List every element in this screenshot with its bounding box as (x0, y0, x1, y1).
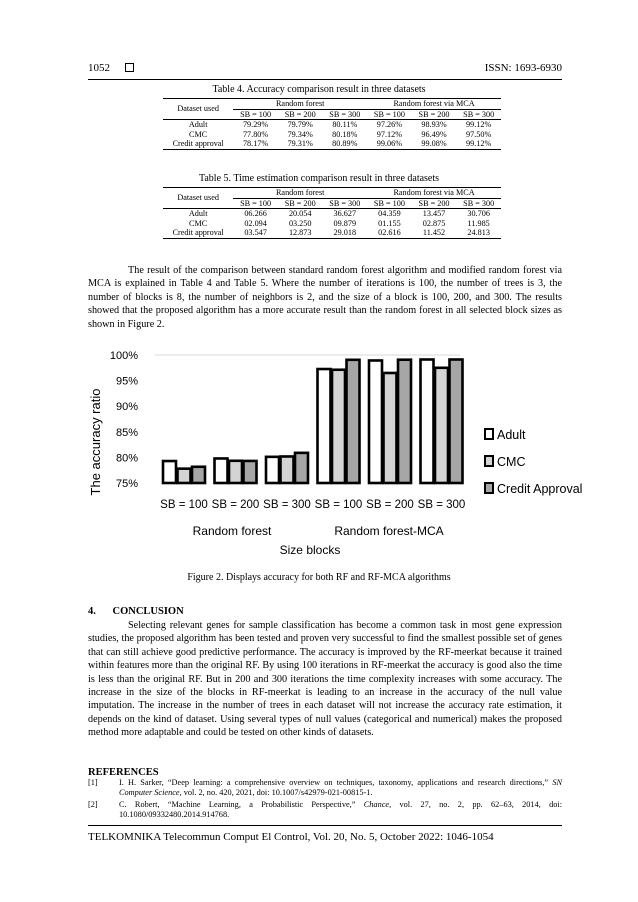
table-cell: 30.706 (467, 209, 490, 218)
table-row (163, 209, 501, 219)
reference-journal: Chance (363, 800, 390, 809)
bar-cmc (178, 469, 191, 483)
reference-text: , vol. 2, no. 420, 2021, doi: 10.1007/s42979-021-00815-1. (179, 788, 373, 798)
table-cell: Adult (188, 120, 208, 129)
group-label-rf: Random forest (192, 524, 272, 538)
table-cell: 96.49% (421, 129, 447, 139)
bar-credit-approval (192, 467, 205, 483)
table4-group-rf: Random forest (233, 99, 367, 110)
reference-journal: SN Computer Science (119, 778, 562, 798)
table-cell: 98.93% (421, 120, 447, 129)
x-tick-label: SB = 100 (160, 499, 208, 511)
table5-subheader: SB = 100 (367, 198, 412, 209)
legend-swatch (485, 429, 493, 439)
bar-adult (318, 369, 331, 483)
legend-swatch (485, 483, 493, 493)
table-cell: CMC (189, 218, 208, 228)
table5-row-header: Dataset used (163, 188, 233, 209)
table-cell: 80.89% (323, 139, 368, 149)
table-cell: Adult (188, 209, 208, 218)
table-cell: Credit approval (163, 228, 233, 238)
legend-label: Adult (497, 428, 526, 442)
y-tick-label: 100% (109, 350, 138, 362)
table-cell: 79.31% (278, 139, 323, 149)
bar-credit-approval (295, 453, 308, 483)
x-tick-label: SB = 100 (314, 499, 363, 511)
references-heading: REFERENCES (88, 767, 159, 778)
y-tick-label: 95% (115, 375, 138, 388)
section-number: 4. (88, 606, 96, 617)
legend-label: CMC (497, 455, 526, 469)
section-title: CONCLUSION (112, 606, 184, 617)
legend-swatch (485, 456, 493, 466)
x-axis-label: Size blocks (279, 543, 341, 557)
reference-text: , vol. 27, no. 2, pp. 62–63, 2014, doi: 10.1080/09332480.2014.914768. (119, 800, 563, 820)
table-row (163, 130, 501, 140)
bar-cmc (229, 461, 242, 483)
table5-subheader: SB = 300 (323, 198, 368, 209)
table-cell: 03.547 (233, 228, 278, 238)
table5-group-mca: Random forest via MCA (367, 188, 501, 199)
x-tick-label: SB = 200 (211, 499, 260, 511)
table4-subheader: SB = 200 (278, 109, 323, 120)
table5-caption: Table 5. Time estimation comparison result in three datasets (198, 173, 440, 184)
table4-subheader: SB = 200 (412, 109, 457, 120)
y-tick-label: 85% (115, 426, 138, 439)
table-cell: 12.873 (278, 228, 323, 238)
y-tick-label: 75% (115, 478, 138, 490)
table-cell: 11.452 (412, 228, 457, 238)
table-cell: 79.29% (242, 120, 269, 129)
table-cell: 06.266 (244, 209, 267, 218)
reference-item (88, 778, 562, 799)
table-cell: 77.80% (242, 129, 269, 139)
table5-subheader: SB = 300 (456, 198, 501, 209)
page-number: 1052 (88, 62, 110, 74)
bar-adult (266, 457, 279, 483)
y-axis-label: The accuracy ratio (88, 388, 103, 496)
table5-subheader: SB = 200 (278, 198, 323, 209)
bar-credit-approval (347, 360, 360, 483)
table4-group-mca: Random forest via MCA (367, 99, 501, 110)
reference-text: I. H. Sarker, “Deep learning: a comprehensive overview on techniques, taxonomy, applications and research directions,” (119, 778, 553, 787)
legend-label: Credit Approval (497, 482, 583, 496)
table-cell: 24.813 (456, 228, 501, 238)
table-cell: 02.094 (244, 218, 267, 228)
table-cell: 20.054 (288, 209, 312, 218)
table5 (163, 187, 501, 239)
table-row (163, 228, 501, 238)
table4 (163, 98, 501, 150)
table4-subheader: SB = 300 (456, 109, 501, 120)
table4-row-header: Dataset used (163, 99, 233, 120)
table-cell: 02.875 (422, 218, 446, 228)
footer: TELKOMNIKA Telecommun Comput El Control, Vol. 20, No. 5, October 2022: 1046-1054 (88, 831, 494, 843)
reference-item (88, 800, 562, 821)
x-tick-label: SB = 200 (366, 499, 414, 511)
table-cell: 13.457 (422, 209, 446, 218)
bar-adult (421, 360, 434, 483)
bar-adult (163, 461, 176, 483)
table-cell: CMC (189, 129, 208, 139)
table-cell: 03.250 (288, 218, 312, 228)
table-cell: 80.18% (332, 129, 358, 139)
table5-subheader: SB = 100 (233, 198, 278, 209)
square-icon (125, 63, 134, 72)
y-tick-label: 80% (115, 452, 138, 465)
table-row (163, 219, 501, 229)
table-cell: 99.12% (466, 120, 492, 129)
table4-subheader: SB = 300 (323, 109, 368, 120)
table-cell: 79.79% (287, 120, 313, 129)
table-cell: 97.12% (376, 129, 403, 139)
table-cell: Credit approval (163, 139, 233, 149)
bar-credit-approval (244, 461, 257, 483)
table-cell: 36.627 (333, 209, 357, 218)
bar-cmc (384, 373, 397, 483)
table-cell: 99.06% (367, 139, 412, 149)
accuracy-chart (80, 340, 583, 562)
y-tick-label: 90% (115, 401, 138, 414)
reference-number: [1] (88, 778, 98, 787)
bar-credit-approval (398, 360, 411, 483)
x-tick-label: SB = 300 (263, 499, 311, 511)
bar-credit-approval (450, 360, 463, 483)
issn: ISSN: 1693-6930 (484, 62, 562, 74)
bar-adult (215, 458, 228, 483)
reference-text: C. Robert, “Machine Learning, a Probabilistic Perspective,” (119, 800, 364, 809)
table-cell: 79.34% (287, 129, 313, 139)
conclusion-paragraph: Selecting relevant genes for sample classification has become a common task in most gene expression studies, the proposed algorithm has been tested and proven very successful to find the smallest possible set of genes that can still achieve good predictive performance. The accuracy is improved by the RF-meerkat because it trained within features more than the original RF. By using 100 iterations in RF-meerkat the accuracy is good also the time is less than the original RF. But in 200 and 300 iterations the time complexity increases with some accuracy. The increase in the size of the blocks in RF-meerkat is leading to an increase in the accuracy of the null value imputation. The increase in the number of trees in each dataset will not increase the accuracy rate estimation, it depends on the kind of dataset. Using several types of null values (categorical and numerical) makes the proposed method more adaptable and could be tested on other kinds of datasets. (88, 620, 562, 739)
body-paragraph: The result of the comparison between standard random forest algorithm and modified random forest via MCA is explained in Table 4 and Table 5. Where the number of iterations is 100, the number of trees is 3, the number of blocks is 8, the number of neighbors is 2, and the size of a block is 100, 200, and 300. The results showed that the proposed algorithm has a more accurate result than the random forest in all selected block sizes as shown in Figure 2. (88, 265, 562, 330)
table-cell: 01.155 (378, 218, 401, 228)
table-cell: 99.12% (456, 139, 501, 149)
table-cell: 04.359 (378, 209, 401, 218)
table-row (163, 120, 501, 130)
table-cell: 78.17% (233, 139, 278, 149)
table-cell: 99.08% (412, 139, 457, 149)
table-cell: 97.50% (466, 129, 492, 139)
table-cell: 97.26% (376, 120, 403, 129)
table-cell: 29.018 (323, 228, 368, 238)
table4-caption: Table 4. Accuracy comparison result in three datasets (212, 84, 426, 95)
table4-subheader: SB = 100 (367, 109, 412, 120)
x-tick-label: SB = 300 (417, 499, 466, 511)
section-heading (88, 606, 184, 617)
table-cell: 80.11% (332, 120, 358, 129)
bar-cmc (435, 368, 448, 483)
table5-group-rf: Random forest (233, 188, 367, 199)
figure-caption: Figure 2. Displays accuracy for both RF and RF-MCA algorithms (187, 572, 451, 583)
footer-rule (88, 825, 562, 826)
table-cell: 02.616 (367, 228, 412, 238)
bar-cmc (332, 370, 345, 483)
reference-number: [2] (88, 800, 98, 809)
group-label-mca: Random forest-MCA (334, 524, 444, 538)
bar-cmc (281, 456, 294, 483)
table5-subheader: SB = 200 (412, 198, 457, 209)
bar-adult (369, 360, 382, 483)
table-cell: 11.985 (467, 218, 490, 228)
table-row (163, 139, 501, 149)
table-cell: 09.879 (333, 218, 357, 228)
table4-subheader: SB = 100 (233, 109, 278, 120)
header-rule (88, 79, 562, 80)
